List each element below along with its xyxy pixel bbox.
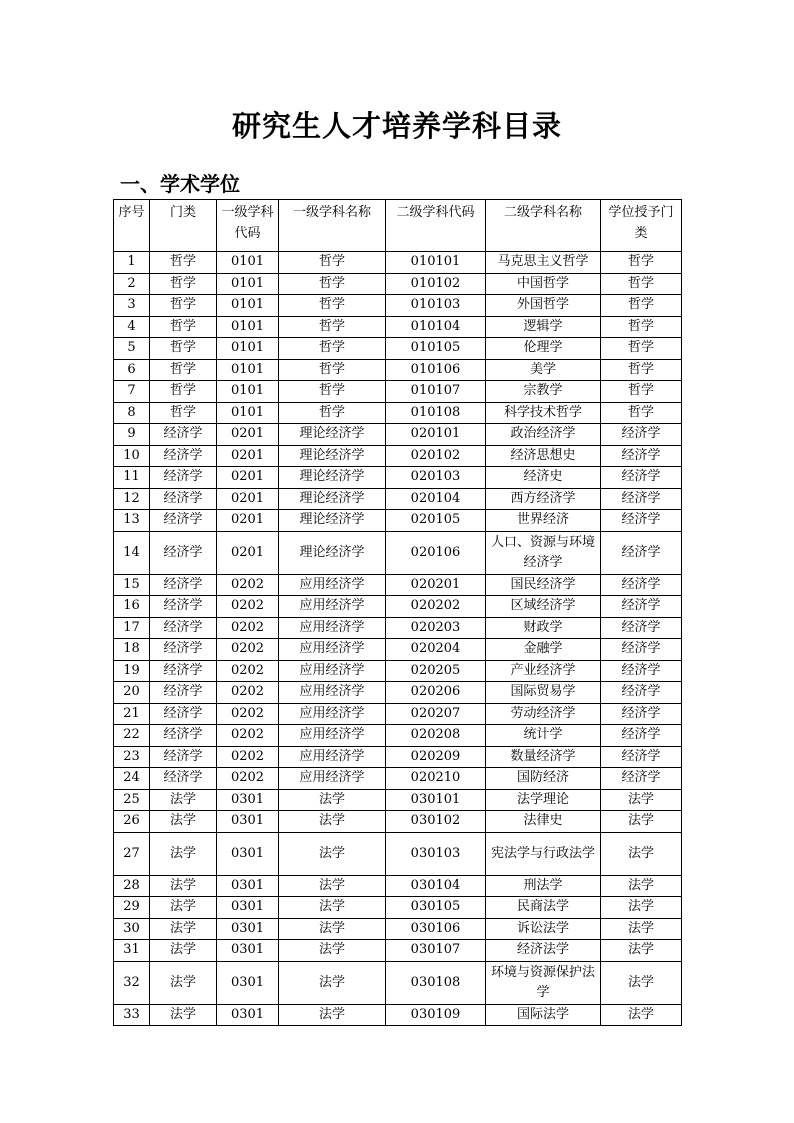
table-row — [114, 660, 682, 682]
cell-category: 法学 — [150, 875, 217, 897]
cell-first-level-name: 法学 — [279, 961, 386, 1004]
cell-degree-category: 经济学 — [601, 510, 682, 532]
cell-category: 法学 — [150, 832, 217, 875]
cell-first-level-name: 哲学 — [279, 402, 386, 424]
cell-degree-category: 经济学 — [601, 445, 682, 467]
cell-first-level-name: 法学 — [279, 897, 386, 919]
cell-degree-category: 法学 — [601, 811, 682, 833]
cell-index: 3 — [114, 295, 150, 317]
cell-second-level-code: 020202 — [386, 596, 486, 618]
cell-second-level-name: 金融学 — [486, 639, 601, 661]
cell-first-level-name: 应用经济学 — [279, 596, 386, 618]
cell-category: 法学 — [150, 918, 217, 940]
cell-second-level-code: 030106 — [386, 918, 486, 940]
table-row — [114, 574, 682, 596]
cell-first-level-code: 0202 — [217, 725, 279, 747]
cell-first-level-code: 0202 — [217, 574, 279, 596]
table-row — [114, 832, 682, 875]
cell-second-level-name: 科学技术哲学 — [486, 402, 601, 424]
cell-first-level-code: 0301 — [217, 918, 279, 940]
cell-degree-category: 法学 — [601, 961, 682, 1004]
cell-second-level-code: 020106 — [386, 531, 486, 574]
cell-first-level-code: 0101 — [217, 359, 279, 381]
cell-category: 经济学 — [150, 682, 217, 704]
table-row — [114, 596, 682, 618]
cell-first-level-code: 0101 — [217, 402, 279, 424]
cell-second-level-code: 020205 — [386, 660, 486, 682]
cell-first-level-name: 应用经济学 — [279, 725, 386, 747]
discipline-table — [113, 199, 682, 1026]
table-row — [114, 295, 682, 317]
cell-second-level-code: 020102 — [386, 445, 486, 467]
cell-first-level-name: 理论经济学 — [279, 467, 386, 489]
table-row — [114, 402, 682, 424]
cell-second-level-code: 030109 — [386, 1004, 486, 1026]
cell-second-level-code: 020104 — [386, 488, 486, 510]
cell-first-level-name: 哲学 — [279, 252, 386, 274]
header-first-level-code: 一级学科代码 — [217, 200, 279, 252]
cell-first-level-name: 法学 — [279, 875, 386, 897]
table-row — [114, 338, 682, 360]
cell-degree-category: 经济学 — [601, 682, 682, 704]
cell-first-level-code: 0201 — [217, 445, 279, 467]
cell-degree-category: 哲学 — [601, 402, 682, 424]
cell-first-level-code: 0101 — [217, 316, 279, 338]
cell-first-level-name: 法学 — [279, 832, 386, 875]
cell-degree-category: 经济学 — [601, 617, 682, 639]
cell-index: 8 — [114, 402, 150, 424]
cell-first-level-name: 理论经济学 — [279, 488, 386, 510]
cell-first-level-code: 0301 — [217, 875, 279, 897]
cell-second-level-code: 010104 — [386, 316, 486, 338]
cell-index: 1 — [114, 252, 150, 274]
cell-second-level-name: 国防经济 — [486, 768, 601, 790]
cell-first-level-name: 法学 — [279, 918, 386, 940]
cell-degree-category: 哲学 — [601, 316, 682, 338]
cell-degree-category: 法学 — [601, 1004, 682, 1026]
table-row — [114, 746, 682, 768]
table-row — [114, 273, 682, 295]
cell-first-level-name: 理论经济学 — [279, 531, 386, 574]
cell-degree-category: 哲学 — [601, 252, 682, 274]
table-row — [114, 1004, 682, 1026]
cell-category: 法学 — [150, 1004, 217, 1026]
cell-degree-category: 哲学 — [601, 359, 682, 381]
cell-index: 29 — [114, 897, 150, 919]
cell-first-level-name: 哲学 — [279, 338, 386, 360]
cell-category: 哲学 — [150, 295, 217, 317]
cell-index: 10 — [114, 445, 150, 467]
cell-category: 经济学 — [150, 574, 217, 596]
cell-category: 经济学 — [150, 639, 217, 661]
table-row — [114, 531, 682, 574]
cell-second-level-name: 诉讼法学 — [486, 918, 601, 940]
cell-first-level-name: 应用经济学 — [279, 617, 386, 639]
page-title: 研究生人才培养学科目录 — [231, 109, 562, 143]
cell-index: 12 — [114, 488, 150, 510]
cell-first-level-name: 哲学 — [279, 381, 386, 403]
cell-degree-category: 经济学 — [601, 574, 682, 596]
cell-second-level-code: 020210 — [386, 768, 486, 790]
cell-second-level-name: 财政学 — [486, 617, 601, 639]
cell-category: 法学 — [150, 789, 217, 811]
header-second-level-code: 二级学科代码 — [386, 200, 486, 252]
cell-second-level-code: 010103 — [386, 295, 486, 317]
cell-degree-category: 法学 — [601, 940, 682, 962]
cell-second-level-code: 030102 — [386, 811, 486, 833]
cell-first-level-code: 0301 — [217, 940, 279, 962]
table-row — [114, 875, 682, 897]
cell-first-level-code: 0301 — [217, 897, 279, 919]
cell-degree-category: 法学 — [601, 897, 682, 919]
cell-index: 22 — [114, 725, 150, 747]
cell-first-level-name: 哲学 — [279, 295, 386, 317]
cell-first-level-code: 0301 — [217, 961, 279, 1004]
header-category: 门类 — [150, 200, 217, 252]
cell-first-level-code: 0202 — [217, 596, 279, 618]
cell-first-level-code: 0202 — [217, 768, 279, 790]
table-row — [114, 961, 682, 1004]
cell-second-level-code: 020105 — [386, 510, 486, 532]
cell-second-level-name: 劳动经济学 — [486, 703, 601, 725]
cell-category: 法学 — [150, 961, 217, 1004]
table-header-row — [114, 200, 682, 252]
table-row — [114, 768, 682, 790]
cell-second-level-name: 美学 — [486, 359, 601, 381]
cell-second-level-code: 020207 — [386, 703, 486, 725]
cell-first-level-name: 应用经济学 — [279, 574, 386, 596]
cell-degree-category: 法学 — [601, 832, 682, 875]
cell-category: 法学 — [150, 897, 217, 919]
cell-second-level-name: 经济法学 — [486, 940, 601, 962]
cell-index: 6 — [114, 359, 150, 381]
cell-category: 哲学 — [150, 316, 217, 338]
header-first-level-name: 一级学科名称 — [279, 200, 386, 252]
cell-index: 27 — [114, 832, 150, 875]
cell-second-level-name: 外国哲学 — [486, 295, 601, 317]
cell-first-level-code: 0201 — [217, 531, 279, 574]
cell-first-level-code: 0201 — [217, 510, 279, 532]
cell-second-level-code: 010108 — [386, 402, 486, 424]
cell-first-level-code: 0101 — [217, 381, 279, 403]
cell-second-level-name: 国际贸易学 — [486, 682, 601, 704]
cell-second-level-code: 030105 — [386, 897, 486, 919]
cell-first-level-code: 0101 — [217, 295, 279, 317]
section-heading: 一、学术学位 — [120, 172, 240, 196]
cell-first-level-code: 0301 — [217, 789, 279, 811]
cell-first-level-code: 0101 — [217, 338, 279, 360]
cell-first-level-name: 理论经济学 — [279, 424, 386, 446]
cell-index: 18 — [114, 639, 150, 661]
cell-index: 11 — [114, 467, 150, 489]
cell-second-level-name: 民商法学 — [486, 897, 601, 919]
table-row — [114, 424, 682, 446]
cell-second-level-code: 010105 — [386, 338, 486, 360]
cell-second-level-name: 法律史 — [486, 811, 601, 833]
cell-first-level-name: 法学 — [279, 940, 386, 962]
cell-category: 经济学 — [150, 488, 217, 510]
cell-first-level-name: 法学 — [279, 811, 386, 833]
cell-first-level-code: 0201 — [217, 488, 279, 510]
cell-first-level-code: 0201 — [217, 467, 279, 489]
table-row — [114, 897, 682, 919]
cell-second-level-code: 010101 — [386, 252, 486, 274]
cell-category: 经济学 — [150, 467, 217, 489]
cell-degree-category: 经济学 — [601, 424, 682, 446]
cell-degree-category: 哲学 — [601, 295, 682, 317]
cell-index: 14 — [114, 531, 150, 574]
cell-category: 经济学 — [150, 445, 217, 467]
cell-index: 7 — [114, 381, 150, 403]
cell-index: 16 — [114, 596, 150, 618]
table-row — [114, 918, 682, 940]
table-row — [114, 445, 682, 467]
cell-category: 哲学 — [150, 273, 217, 295]
cell-second-level-code: 020206 — [386, 682, 486, 704]
cell-degree-category: 经济学 — [601, 660, 682, 682]
cell-second-level-name: 西方经济学 — [486, 488, 601, 510]
cell-first-level-name: 应用经济学 — [279, 746, 386, 768]
cell-first-level-code: 0202 — [217, 617, 279, 639]
cell-index: 30 — [114, 918, 150, 940]
cell-first-level-name: 法学 — [279, 1004, 386, 1026]
cell-second-level-name: 国际法学 — [486, 1004, 601, 1026]
header-degree-category: 学位授予门类 — [601, 200, 682, 252]
cell-second-level-name: 人口、资源与环境经济学 — [486, 531, 601, 574]
cell-category: 经济学 — [150, 424, 217, 446]
cell-second-level-code: 020103 — [386, 467, 486, 489]
cell-category: 经济学 — [150, 660, 217, 682]
cell-category: 法学 — [150, 940, 217, 962]
cell-second-level-name: 马克思主义哲学 — [486, 252, 601, 274]
cell-degree-category: 经济学 — [601, 488, 682, 510]
cell-first-level-name: 哲学 — [279, 359, 386, 381]
cell-first-level-code: 0101 — [217, 273, 279, 295]
table-row — [114, 488, 682, 510]
cell-second-level-code: 030104 — [386, 875, 486, 897]
cell-index: 5 — [114, 338, 150, 360]
cell-second-level-name: 统计学 — [486, 725, 601, 747]
cell-first-level-name: 哲学 — [279, 273, 386, 295]
cell-category: 哲学 — [150, 338, 217, 360]
cell-first-level-code: 0201 — [217, 424, 279, 446]
table-row — [114, 639, 682, 661]
cell-second-level-code: 010106 — [386, 359, 486, 381]
table-row — [114, 789, 682, 811]
cell-first-level-name: 应用经济学 — [279, 703, 386, 725]
cell-first-level-code: 0202 — [217, 660, 279, 682]
cell-degree-category: 哲学 — [601, 381, 682, 403]
cell-second-level-name: 逻辑学 — [486, 316, 601, 338]
table-row — [114, 359, 682, 381]
cell-first-level-name: 应用经济学 — [279, 682, 386, 704]
header-index: 序号 — [114, 200, 150, 252]
cell-second-level-name: 中国哲学 — [486, 273, 601, 295]
cell-degree-category: 经济学 — [601, 746, 682, 768]
cell-second-level-code: 030107 — [386, 940, 486, 962]
cell-degree-category: 哲学 — [601, 338, 682, 360]
table-row — [114, 252, 682, 274]
cell-index: 21 — [114, 703, 150, 725]
table-row — [114, 940, 682, 962]
cell-degree-category: 法学 — [601, 875, 682, 897]
cell-first-level-name: 应用经济学 — [279, 639, 386, 661]
cell-first-level-code: 0301 — [217, 832, 279, 875]
table-row — [114, 682, 682, 704]
cell-category: 经济学 — [150, 703, 217, 725]
cell-first-level-code: 0202 — [217, 682, 279, 704]
cell-index: 33 — [114, 1004, 150, 1026]
table-row — [114, 811, 682, 833]
cell-second-level-name: 产业经济学 — [486, 660, 601, 682]
cell-second-level-code: 020204 — [386, 639, 486, 661]
table-row — [114, 703, 682, 725]
cell-second-level-name: 区域经济学 — [486, 596, 601, 618]
cell-second-level-code: 030108 — [386, 961, 486, 1004]
cell-first-level-code: 0202 — [217, 639, 279, 661]
cell-first-level-code: 0202 — [217, 703, 279, 725]
cell-category: 经济学 — [150, 596, 217, 618]
cell-index: 4 — [114, 316, 150, 338]
cell-category: 经济学 — [150, 746, 217, 768]
cell-category: 经济学 — [150, 768, 217, 790]
cell-second-level-name: 宗教学 — [486, 381, 601, 403]
cell-second-level-name: 国民经济学 — [486, 574, 601, 596]
cell-first-level-name: 哲学 — [279, 316, 386, 338]
cell-second-level-code: 020208 — [386, 725, 486, 747]
cell-second-level-code: 030101 — [386, 789, 486, 811]
cell-first-level-name: 理论经济学 — [279, 510, 386, 532]
cell-index: 24 — [114, 768, 150, 790]
cell-degree-category: 经济学 — [601, 768, 682, 790]
cell-second-level-name: 宪法学与行政法学 — [486, 832, 601, 875]
cell-first-level-code: 0301 — [217, 1004, 279, 1026]
cell-second-level-code: 020203 — [386, 617, 486, 639]
cell-degree-category: 经济学 — [601, 596, 682, 618]
cell-index: 28 — [114, 875, 150, 897]
cell-index: 25 — [114, 789, 150, 811]
cell-category: 哲学 — [150, 359, 217, 381]
cell-category: 经济学 — [150, 510, 217, 532]
cell-category: 法学 — [150, 811, 217, 833]
cell-degree-category: 经济学 — [601, 725, 682, 747]
cell-second-level-code: 030103 — [386, 832, 486, 875]
cell-second-level-code: 020209 — [386, 746, 486, 768]
cell-index: 2 — [114, 273, 150, 295]
cell-category: 经济学 — [150, 617, 217, 639]
cell-index: 13 — [114, 510, 150, 532]
cell-category: 经济学 — [150, 531, 217, 574]
cell-second-level-code: 020201 — [386, 574, 486, 596]
cell-category: 哲学 — [150, 381, 217, 403]
cell-index: 9 — [114, 424, 150, 446]
cell-degree-category: 经济学 — [601, 531, 682, 574]
cell-category: 经济学 — [150, 725, 217, 747]
table-row — [114, 316, 682, 338]
cell-index: 15 — [114, 574, 150, 596]
cell-first-level-name: 应用经济学 — [279, 660, 386, 682]
cell-second-level-name: 经济思想史 — [486, 445, 601, 467]
cell-index: 32 — [114, 961, 150, 1004]
cell-first-level-code: 0202 — [217, 746, 279, 768]
cell-degree-category: 法学 — [601, 918, 682, 940]
header-second-level-name: 二级学科名称 — [486, 200, 601, 252]
table-row — [114, 381, 682, 403]
cell-second-level-name: 法学理论 — [486, 789, 601, 811]
cell-second-level-name: 刑法学 — [486, 875, 601, 897]
cell-index: 17 — [114, 617, 150, 639]
cell-second-level-name: 数量经济学 — [486, 746, 601, 768]
cell-first-level-name: 应用经济学 — [279, 768, 386, 790]
cell-index: 23 — [114, 746, 150, 768]
cell-category: 哲学 — [150, 252, 217, 274]
cell-second-level-name: 经济史 — [486, 467, 601, 489]
cell-second-level-name: 环境与资源保护法学 — [486, 961, 601, 1004]
cell-first-level-name: 法学 — [279, 789, 386, 811]
cell-second-level-code: 020101 — [386, 424, 486, 446]
table-row — [114, 467, 682, 489]
cell-second-level-name: 世界经济 — [486, 510, 601, 532]
cell-first-level-name: 理论经济学 — [279, 445, 386, 467]
cell-degree-category: 哲学 — [601, 273, 682, 295]
cell-second-level-name: 伦理学 — [486, 338, 601, 360]
cell-degree-category: 经济学 — [601, 703, 682, 725]
cell-second-level-code: 010102 — [386, 273, 486, 295]
cell-second-level-code: 010107 — [386, 381, 486, 403]
cell-first-level-code: 0101 — [217, 252, 279, 274]
cell-first-level-code: 0301 — [217, 811, 279, 833]
cell-index: 31 — [114, 940, 150, 962]
table-row — [114, 725, 682, 747]
cell-index: 19 — [114, 660, 150, 682]
cell-category: 哲学 — [150, 402, 217, 424]
cell-degree-category: 经济学 — [601, 467, 682, 489]
cell-second-level-name: 政治经济学 — [486, 424, 601, 446]
cell-index: 20 — [114, 682, 150, 704]
cell-degree-category: 经济学 — [601, 639, 682, 661]
cell-index: 26 — [114, 811, 150, 833]
table-row — [114, 617, 682, 639]
table-row — [114, 510, 682, 532]
cell-degree-category: 法学 — [601, 789, 682, 811]
